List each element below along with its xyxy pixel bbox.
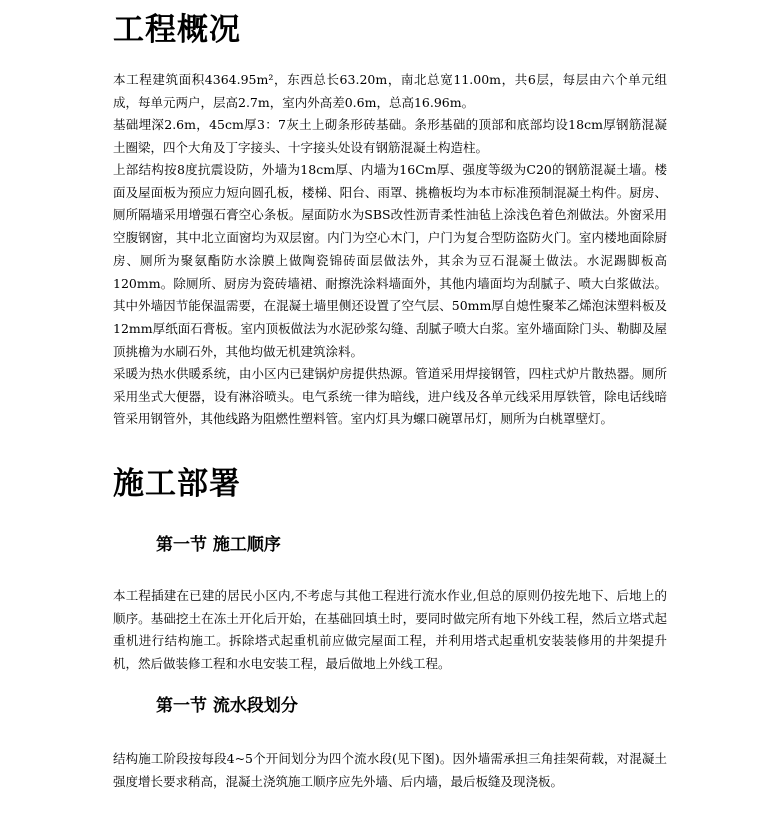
paragraph-flow-sections: 结构施工阶段按每段4~5个开间划分为四个流水段(见下图)。因外墙需承担三角挂架荷载，对混凝土强度增长要求稍高，混凝土浇筑施工顺序应先外墙、后内墙，最后板缝及现浇板。	[113, 751, 667, 789]
paragraph-overview-foundation: 基础埋深2.6m，45cm厚3：7灰土上砌条形砖基础。条形基础的顶部和底部均设18cm厚钢筋混凝土圈梁，四个大角及丁字接头、十字接头处设有钢筋混凝土构造柱。	[113, 117, 667, 155]
section-title-overview: 工程概况	[113, 12, 241, 48]
paragraph-overview-services: 采暖为热水供暖系统，由小区内已建锅炉房提供热源。管道采用焊接钢管，四柱式炉片散热器。厕所采用坐式大便器，设有淋浴喷头。电气系统一律为暗线，进户线及各单元线采用厚铁管，除电话线暗管采用钢管外，其他线路为阻燃性塑料管。室内灯具为螺口碗罩吊灯，厕所为白桃罩壁灯。	[113, 366, 667, 427]
paragraph-overview-structure: 上部结构按8度抗震设防，外墙为18cm厚、内墙为16Cm厚、强度等级为C20的钢筋混凝土墙。楼面及屋面板为预应力短向圆孔板，楼梯、阳台、雨罩、挑檐板均为本市标准预制混凝土构件。厨房、厕所隔墙采用增强石膏空心条板。屋面防水为SBS改性沥青柔性油毡上涂浅色着色剂做法。外窗采用空腹钢窗，其中北立面窗均为双层窗。内门为空心木门，户门为复合型防盗防火门。室内楼地面除厨房、厕所为聚氨酯防水涂膜上做陶瓷锦砖面层做法外，其余为豆石混凝土做法。水泥踢脚板高120mm。除厕所、厨房为瓷砖墙裙、耐擦洗涂料墙面外，其他内墙面均为刮腻子、喷大白浆做法。其中外墙因节能保温需要，在混凝土墙里侧还设置了空气层、50mm厚自熄性聚苯乙烯泡沫塑料板及12mm厚纸面石膏板。室内顶板做法为水泥砂浆勾缝、刮腻子喷大白浆。室外墙面除门头、勒脚及屋顶挑檐为水刷石外，其他均做无机建筑涂料。	[113, 162, 667, 359]
paragraph-overview-area: 本工程建筑面积4364.95m²，东西总长63.20m，南北总宽11.00m，共6层，每层由六个单元组成，每单元两户，层高2.7m，室内外高差0.6m，总高16.96m。	[113, 72, 667, 110]
subsection-heading-sequence: 第一节 施工顺序	[156, 535, 281, 555]
paragraph-construction-sequence: 本工程插建在已建的居民小区内,不考虑与其他工程进行流水作业,但总的原则仍按先地下、后地上的顺序。基础挖土在冻土开化后开始，在基础回填土时，要同时做完所有地下外线工程，然后立塔式起重机进行结构施工。拆除塔式起重机前应做完屋面工程，并利用塔式起重机安装装修用的井架提升机，然后做装修工程和水电安装工程，最后做地上外线工程。	[113, 588, 667, 672]
subsection-heading-flow-sections: 第一节 流水段划分	[156, 696, 298, 716]
section-title-deployment: 施工部署	[113, 466, 241, 502]
